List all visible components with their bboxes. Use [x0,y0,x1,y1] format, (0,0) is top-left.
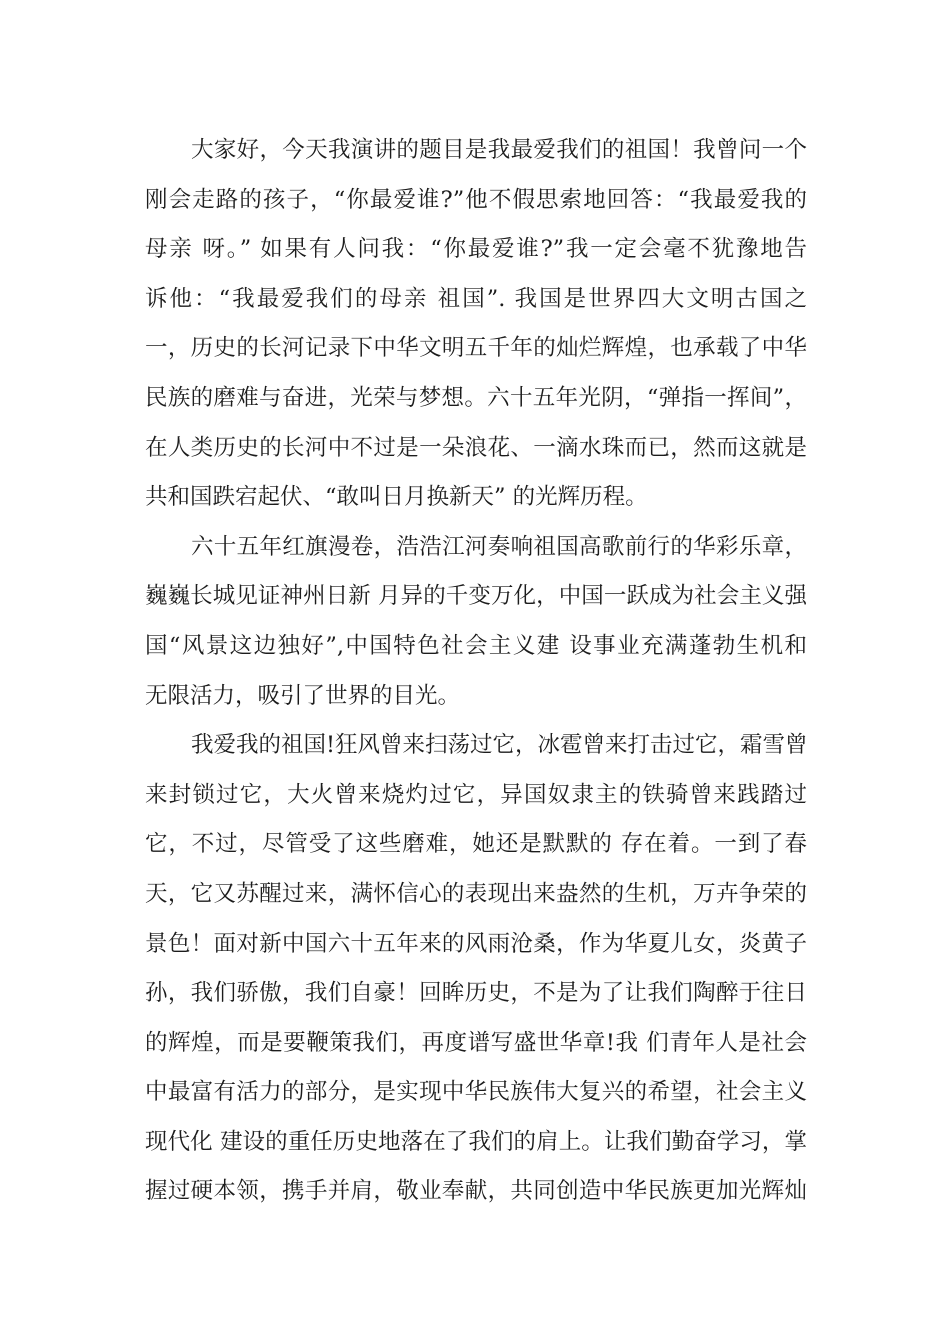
text-line: 诉他：“我最爱我们的母亲 祖国”. 我国是世界四大文明古国之 [145,285,807,312]
text-line: 现代化 建设的重任历史地落在了我们的肩上。让我们勤奋学习，掌 [145,1128,807,1155]
text-line: 来封锁过它，大火曾来烧灼过它，异国奴隶主的铁骑曾来践踏过 [145,781,807,808]
text-line: 共和国跌宕起伏、“敢叫日月换新天” 的光辉历程。 [145,484,648,511]
text-line: 巍巍长城见证神州日新 月异的千变万化，中国一跃成为社会主义强 [145,583,807,610]
text-line: 无限活力，吸引了世界的目光。 [145,682,461,709]
text-line: 六十五年红旗漫卷，浩浩江河奏响祖国高歌前行的华彩乐章， [191,533,807,560]
text-line: 孙，我们骄傲，我们自豪！回眸历史，不是为了让我们陶醉于往日 [145,980,807,1007]
text-line: 的辉煌，而是要鞭策我们，再度谱写盛世华章!我 们青年人是社会 [145,1029,807,1056]
text-line: 中最富有活力的部分，是实现中华民族伟大复兴的希望，社会主义 [145,1079,807,1106]
document-body [145,126,807,1217]
text-line: 一，历史的长河记录下中华文明五千年的灿烂辉煌，也承载了中华 [145,335,807,362]
text-line: 握过硬本领，携手并肩，敬业奉献，共同创造中华民族更加光辉灿 [145,1178,807,1205]
paragraph-2 [145,523,807,721]
text-line: 景色！面对新中国六十五年来的风雨沧桑，作为华夏儿女，炎黄子 [145,930,807,957]
text-line: 我爱我的祖国!狂风曾来扫荡过它，冰雹曾来打击过它，霜雪曾 [191,732,808,759]
text-line: 刚会走路的孩子，“你最爱谁?”他不假思索地回答：“我最爱我的 [145,186,807,213]
text-line: 国“风景这边独好”,中国特色社会主义建 设事业充满蓬勃生机和 [145,632,807,659]
text-line: 在人类历史的长河中不过是一朵浪花、一滴水珠而已，然而这就是 [145,434,807,461]
text-line: 它，不过，尽管受了这些磨难，她还是默默的 存在着。一到了春 [145,831,807,858]
text-line: 母亲 呀。” 如果有人问我：“你最爱谁?”我一定会毫不犹豫地告 [145,236,807,263]
paragraph-3 [145,721,807,1217]
text-line: 天，它又苏醒过来，满怀信心的表现出来盎然的生机，万卉争荣的 [145,880,807,907]
text-line: 大家好，今天我演讲的题目是我最爱我们的祖国！我曾问一个 [191,137,807,163]
paragraph-1 [145,126,807,523]
text-line: 民族的磨难与奋进，光荣与梦想。六十五年光阴，“弹指一挥间”， [145,384,807,411]
